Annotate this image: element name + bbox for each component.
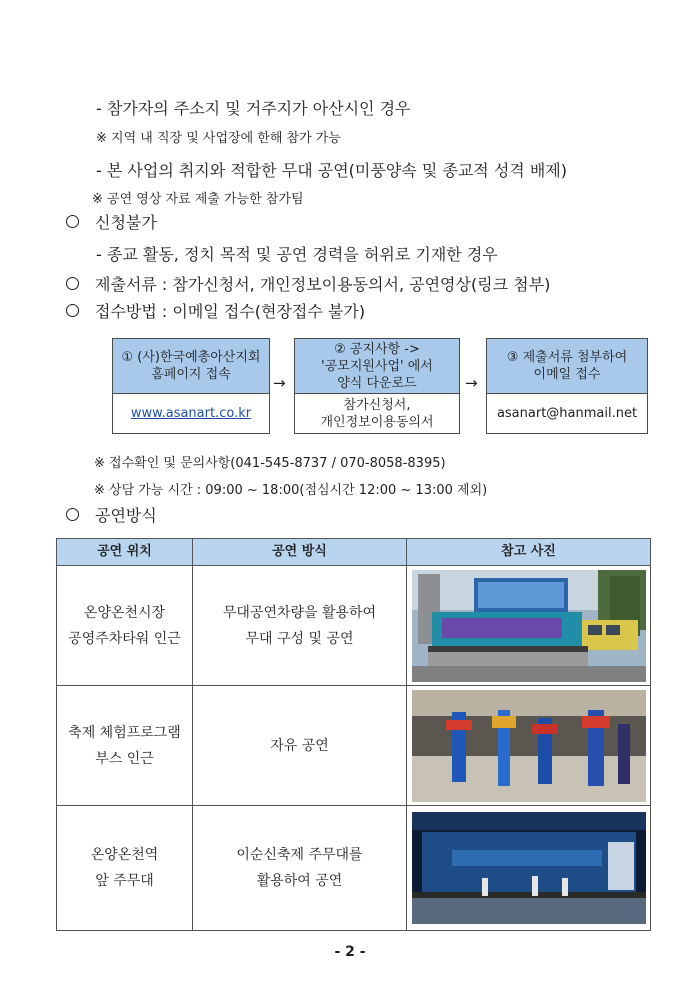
method-text: 접수방법 : 이메일 접수(현장접수 불가): [95, 302, 366, 321]
bullet-circle: [66, 508, 79, 521]
bullet-circle: [66, 215, 79, 228]
photo-cell: [407, 566, 651, 686]
performance-table: [56, 538, 651, 931]
eligibility-line-2: - 본 사업의 취지와 적합한 무대 공연(미풍양속 및 종교적 성격 배제): [96, 161, 567, 180]
table-row: [57, 806, 651, 931]
step-2-head: ② 공지사항 -> '공모지원사업' 에서 양식 다운로드: [295, 339, 459, 394]
location-cell: 온양온천시장 공영주차타워 인근: [57, 566, 193, 686]
table-row: [57, 566, 651, 686]
photo-cell: [407, 806, 651, 931]
method-cell: 무대공연차량을 활용하여 무대 구성 및 공연: [193, 566, 407, 686]
bullet-circle: [66, 304, 79, 317]
eligibility-note-1: ※ 지역 내 직장 및 사업장에 한해 참가 가능: [96, 131, 341, 146]
step-box-2: [294, 338, 460, 434]
email-address[interactable]: asanart@hanmail.net: [496, 406, 638, 421]
eligibility-line-1: - 참가자의 주소지 및 거주지가 아산시인 경우: [96, 99, 411, 118]
arrow-icon: →: [465, 374, 478, 392]
bullet-circle: [66, 277, 79, 290]
method-cell: 자유 공연: [193, 686, 407, 806]
step-1-head: ① (사)한국예총아산지회 홈페이지 접속: [113, 339, 269, 394]
contact-line-1: ※ 접수확인 및 문의사항(041-545-8737 / 070-8058-8395): [94, 456, 446, 471]
eligibility-note-2: ※ 공연 영상 자료 제출 가능한 참가팀: [92, 192, 304, 207]
main-stage-photo: [412, 812, 646, 924]
column-header: 공연 방식: [193, 539, 407, 566]
location-cell: 축제 체험프로그램 부스 인근: [57, 686, 193, 806]
stage-truck-photo: [412, 570, 646, 682]
ineligible-title: 신청불가: [95, 213, 157, 232]
step-3-head: ③ 제출서류 첨부하여 이메일 접수: [487, 339, 647, 394]
column-header: 참고 사진: [407, 539, 651, 566]
street-performance-photo: [412, 690, 646, 802]
table-header-row: [57, 539, 651, 566]
homepage-link[interactable]: www.asanart.co.kr: [130, 406, 252, 421]
step-2-body: 참가신청서, 개인정보이용동의서: [320, 397, 434, 430]
photo-cell: [407, 686, 651, 806]
ineligible-line: - 종교 활동, 정치 목적 및 공연 경력을 허위로 기재한 경우: [96, 245, 498, 264]
performance-title: 공연방식: [95, 506, 157, 525]
contact-line-2: ※ 상담 가능 시간 : 09:00 ~ 18:00(점심시간 12:00 ~ 13:00 제외): [94, 483, 488, 498]
table-row: [57, 686, 651, 806]
page-number: - 2 -: [334, 944, 366, 960]
step-3-body[interactable]: [487, 394, 647, 433]
documents-text: 제출서류 : 참가신청서, 개인정보이용동의서, 공연영상(링크 첨부): [95, 275, 551, 294]
step-box-1: [112, 338, 270, 434]
arrow-icon: →: [273, 374, 286, 392]
column-header: 공연 위치: [57, 539, 193, 566]
location-cell: 온양온천역 앞 주무대: [57, 806, 193, 931]
method-cell: 이순신축제 주무대를 활용하여 공연: [193, 806, 407, 931]
step-box-3: [486, 338, 648, 434]
step-1-body[interactable]: [113, 394, 269, 433]
